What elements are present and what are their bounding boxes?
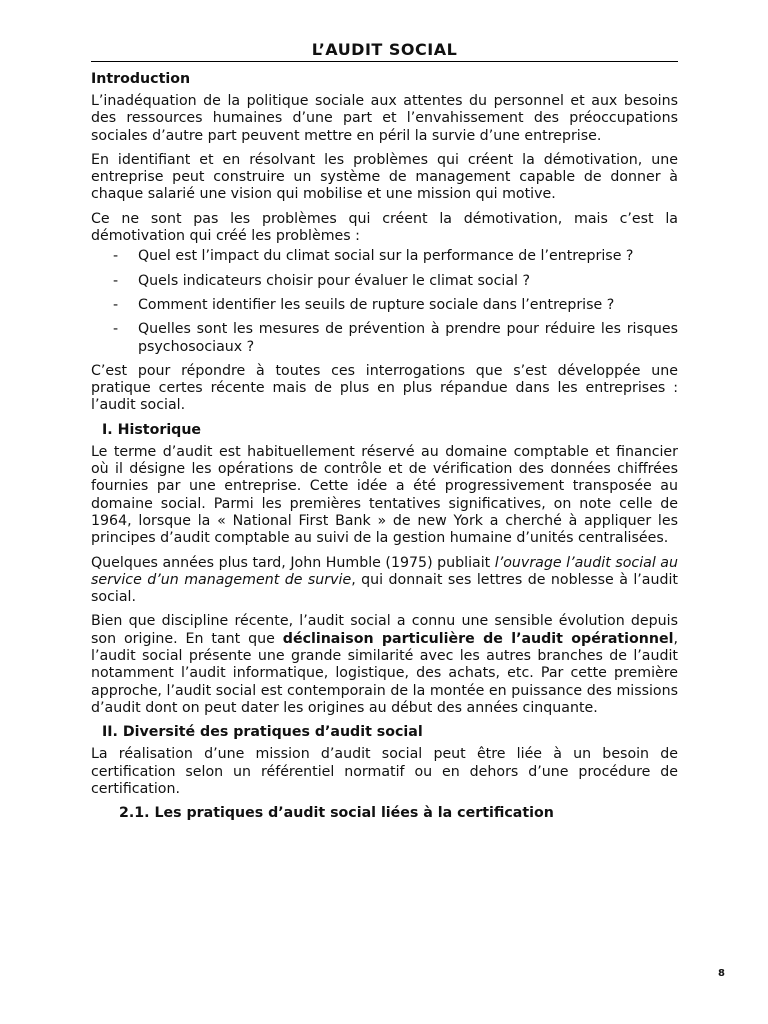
page-number: 8 bbox=[718, 968, 725, 979]
bullet-dash: - bbox=[113, 296, 119, 313]
questions-list bbox=[91, 248, 678, 355]
introduction-heading: Introduction bbox=[91, 71, 191, 87]
historique-p3-text-b: , l’audit social présente une grande similarité avec les autres branches de l’audit notamment l’audit informatique, logistique, des achats, etc. Par cette première approche, l’audit social est contemporain de la montée en puissance des missions d’audit dont on peut dater les origines au début des années cinquante. bbox=[91, 630, 678, 716]
list-item-text: Comment identifier les seuils de rupture sociale dans l’entreprise ? bbox=[138, 296, 615, 313]
historique-paragraph-1: Le terme d’audit est habituellement réservé au domaine comptable et financier où il désigne les opérations de contrôle et de vérification des données chiffrées fournies par une entreprise. Cette idée a été progressivement transposée au domaine social. Parmi les premières tentatives significatives, on note celle de 1964, lorsque la « National First Bank » de new York a cherché à appliquer les principes d’audit comptable au suivi de la gestion humaine d’unités centralisées. bbox=[91, 443, 678, 547]
diversite-paragraph-1: La réalisation d’une mission d’audit social peut être liée à un besoin de certification selon un référentiel normatif ou en dehors d’une procédure de certification. bbox=[91, 746, 678, 797]
historique-p2-text-a: Quelques années plus tard, John Humble (1975) publiait bbox=[91, 554, 495, 571]
historique-p3-text-a: Bien que discipline récente, l’audit social a connu une sensible évolution depuis son origine. En tant que bbox=[91, 613, 678, 647]
intro-paragraph-3: Ce ne sont pas les problèmes qui créent la démotivation, mais c’est la démotivation qui créé les problèmes : bbox=[91, 210, 678, 245]
list-item bbox=[91, 273, 678, 290]
list-item bbox=[91, 248, 678, 265]
list-item-text: Quels indicateurs choisir pour évaluer le climat social ? bbox=[138, 272, 530, 289]
intro-paragraph-1: L’inadéquation de la politique sociale aux attentes du personnel et aux besoins des ressources humaines d’une part et l’envahissement des préoccupations sociales d’autre part peuvent mettre en péril la survie d’une entreprise. bbox=[91, 93, 678, 144]
emphasis-text: déclinaison particulière de l’audit opérationnel bbox=[282, 630, 674, 647]
list-item bbox=[91, 321, 678, 356]
diversite-heading: II. Diversité des pratiques d’audit social bbox=[102, 724, 423, 741]
certification-subheading: 2.1. Les pratiques d’audit social liées à la certification bbox=[119, 805, 554, 822]
historique-paragraph-3 bbox=[91, 613, 678, 717]
historique-p2-text-b: , qui donnait ses lettres de noblesse à l’audit social. bbox=[91, 571, 678, 606]
list-item-text: Quelles sont les mesures de prévention à prendre pour réduire les risques psychosociaux ? bbox=[138, 321, 678, 355]
historique-paragraph-2 bbox=[91, 555, 678, 607]
bullet-dash: - bbox=[113, 248, 119, 265]
book-title: l’ouvrage l’audit social au service d’un management de survie bbox=[91, 554, 678, 588]
intro-paragraph-2: En identifiant et en résolvant les problèmes qui créent la démotivation, une entreprise peut construire un système de management capable de donner à chaque salarié une vision qui mobilise et une mission qui motive. bbox=[91, 151, 678, 203]
historique-heading: I. Historique bbox=[102, 421, 202, 438]
intro-paragraph-4: C’est pour répondre à toutes ces interrogations que s’est développée une pratique certes récente mais de plus en plus répandue dans les entreprises : l’audit social. bbox=[91, 362, 678, 414]
bullet-dash: - bbox=[113, 321, 119, 338]
document-title: L’AUDIT SOCIAL bbox=[91, 40, 678, 62]
list-item bbox=[91, 297, 678, 314]
list-item-text: Quel est l’impact du climat social sur la performance de l’entreprise ? bbox=[138, 248, 634, 265]
document-page bbox=[91, 40, 678, 827]
bullet-dash: - bbox=[113, 272, 119, 289]
